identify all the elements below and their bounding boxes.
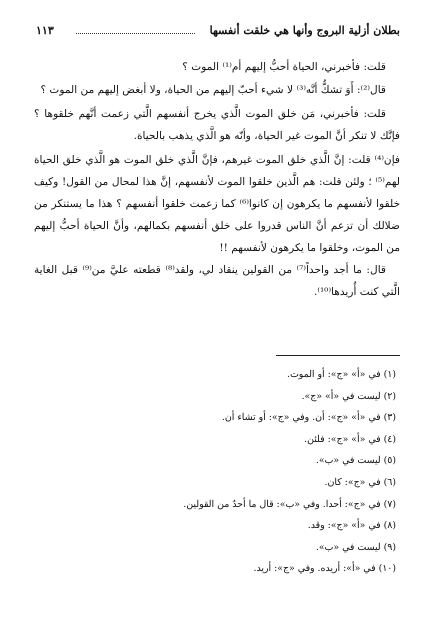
header-leader-dots (76, 22, 195, 34)
main-text (34, 56, 400, 303)
paragraph-1: قلت: فأخبرني، الحياة أحبُّ إليهم أم⁽¹⁾ الموت ؟ (182, 61, 386, 73)
footnote: (٦) في «ج»: كان. (324, 476, 396, 488)
paragraph-5: قال: ما أجد واحداً⁽⁷⁾ من القولين ينقاد لي، ولقد⁽⁸⁾ قطعته عليَّ من⁽⁹⁾ قبل الغاية الَّتي كنت أُريدها⁽¹⁰⁾. (34, 264, 400, 298)
footnote: (٩) ليست في «ب». (315, 541, 396, 553)
paragraph-4: فإن⁽⁴⁾ قلت: إنَّ الَّذي خلق الموت غيرهم، فإنَّ الَّذي خلق الموت هو الَّذي خلق الحياة لهم⁽⁵⁾ ؛ ولئن قلت: هم الَّذين خلقوا الموت لأنفسهم، إنَّ هذا لمحال من القول! وكيف خلقوا لأنفسهم ما يكرهون إن كانوا⁽⁶⁾ كما زعمت خلقوا أنفسهم ؟ هذا ما يستنكر من ضلالك أن تزعم أنَّ الناس قدروا على خلق أنفسهم بكمالهم، وأنَّ الحياة أحبُّ إليهم من الموت، وخلقوا ما يكرهون لأنفسهم !! (34, 154, 400, 254)
footnote: (٤) في «أ» «ج»: فلئن. (304, 433, 396, 445)
header-title: بطلان أزلية البروج وأنها هي خلقت أنفسها (209, 24, 400, 37)
page-number: ١١٣ (36, 24, 54, 37)
footnote: (٣) في «أ» «ج»: أن. وفي «ج»: أو تشاء أن. (221, 412, 396, 424)
paragraph-3: قلت: فأخبرني، مَن خلق الموت الَّذي يخرج أنفسهم الَّتي زعمت أنَّهم خلقوها ؟ فإنَّك لا تنكر أنَّ الموت غير الحياة، وأنّه هو الَّذي يذهب بالحياة. (34, 108, 400, 142)
footnote: (٧) في «ج»: أحدا. وفي «ب»: قال ما أحدٌ من القولين. (183, 498, 396, 510)
paragraph-2: قال⁽²⁾: أَوَ تشكُّ أنَّه⁽³⁾ لا شيء أحبّ إليهم من الحياة، ولا أبغض إليهم من الموت ؟ (40, 84, 386, 96)
footnote: (٥) ليست في «ب». (315, 455, 396, 467)
footnotes (60, 364, 396, 580)
running-header (36, 22, 400, 40)
footnote: (٢) ليست في «أ» «ج». (301, 390, 396, 402)
footnote: (٨) في «أ» «ج»: وقد. (307, 520, 396, 532)
footnote: (١) في «أ» «ج»: أو الموت. (287, 369, 396, 380)
footnote: (١٠) في «أ»: أريده. وفي «ج»: أريد. (253, 563, 396, 575)
footnote-separator (276, 355, 400, 356)
